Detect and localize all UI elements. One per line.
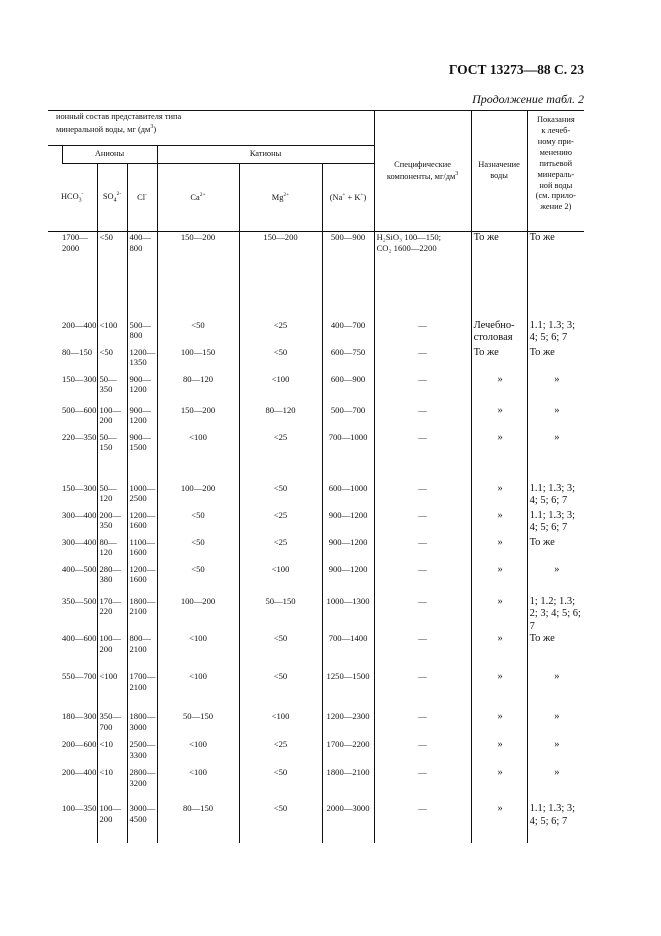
ca-cell: 50—150 [157, 711, 239, 739]
table-row [48, 739, 584, 767]
ca-cell: <100 [157, 739, 239, 767]
specific-line: — [418, 739, 427, 750]
ca-cell: <100 [157, 767, 239, 803]
cl-cell: 2800—3200 [127, 767, 157, 803]
hco3-cell: 500—600 [48, 405, 97, 432]
mineral-water-table [48, 110, 584, 843]
indications-cell: » [527, 711, 584, 739]
ca-cell: 80—120 [157, 374, 239, 405]
specific-line: — [418, 711, 427, 722]
specific-components-cell [374, 483, 471, 510]
hco3-cell: 80—150 [48, 347, 97, 374]
so4-cell: 50—120 [97, 483, 127, 510]
cl-cell: 400—800 [127, 232, 157, 320]
so4-cell: 100—200 [97, 633, 127, 671]
purpose-cell: То же [471, 232, 527, 320]
table-row [48, 347, 584, 374]
indications-cell: » [527, 767, 584, 803]
so4-cell: 80—120 [97, 537, 127, 564]
specific-line: — [418, 536, 427, 547]
cl-cell: 1700—2100 [127, 671, 157, 711]
table-row [48, 803, 584, 843]
specific-line: — [418, 671, 427, 682]
mg-cell: 50—150 [239, 596, 322, 634]
specific-line: — [418, 509, 427, 520]
ca-cell: <50 [157, 320, 239, 347]
indications-cell: » [527, 405, 584, 432]
ca-cell: <50 [157, 537, 239, 564]
table-row [48, 405, 584, 432]
specific-components-cell [374, 803, 471, 843]
na-k-cell: 900—1200 [322, 510, 374, 537]
specific-line: — [418, 346, 427, 357]
specific-line: — [418, 482, 427, 493]
so4-cell: <100 [97, 671, 127, 711]
indications-cell: » [527, 564, 584, 596]
specific-components-cell [374, 671, 471, 711]
na-k-cell: 400—700 [322, 320, 374, 347]
hco3-cell: 180—300 [48, 711, 97, 739]
hco3-cell: 300—400 [48, 537, 97, 564]
purpose-cell: » [471, 671, 527, 711]
specific-line: — [418, 595, 427, 606]
so4-cell: 200—350 [97, 510, 127, 537]
specific-components-cell [374, 232, 471, 320]
hco3-cell: 200—400 [48, 767, 97, 803]
table-row [48, 564, 584, 596]
mg-cell: <50 [239, 633, 322, 671]
purpose-cell: » [471, 767, 527, 803]
na-k-cell: 1250—1500 [322, 671, 374, 711]
specific-components-cell [374, 374, 471, 405]
purpose-cell: » [471, 483, 527, 510]
ca-cell: <50 [157, 564, 239, 596]
water-purpose-header: Назначение воды [471, 111, 527, 232]
mg-cell: <50 [239, 347, 322, 374]
mg-cell: <50 [239, 483, 322, 510]
indications-cell: » [527, 432, 584, 483]
so4-cell: <10 [97, 767, 127, 803]
purpose-cell: » [471, 596, 527, 634]
mg-header: $Mg^{2+}$ [239, 164, 322, 232]
indications-cell: » [527, 739, 584, 767]
indications-cell: То же [527, 633, 584, 671]
specific-line: — [418, 633, 427, 644]
na-k-cell: 1700—2200 [322, 739, 374, 767]
specific-line: — [418, 404, 427, 415]
na-k-header: (Na+ + K+) [322, 164, 374, 232]
anions-header: Анионы [62, 146, 157, 164]
so4-cell: <50 [97, 232, 127, 320]
purpose-cell: То же [471, 347, 527, 374]
purpose-cell: » [471, 564, 527, 596]
specific-components-cell [374, 711, 471, 739]
na-k-cell: 600—900 [322, 374, 374, 405]
purpose-cell: » [471, 739, 527, 767]
ca-cell: <100 [157, 432, 239, 483]
na-k-cell: 700—1400 [322, 633, 374, 671]
purpose-cell: » [471, 537, 527, 564]
na-k-cell: 1000—1300 [322, 596, 374, 634]
cl-cell: 900—1200 [127, 405, 157, 432]
ca-cell: <100 [157, 633, 239, 671]
indications-cell: 1.1; 1.3; 3; 4; 5; 6; 7 [527, 803, 584, 843]
purpose-cell: » [471, 510, 527, 537]
indications-cell: То же [527, 347, 584, 374]
indications-cell: 1.1; 1.3; 3; 4; 5; 6; 7 [527, 483, 584, 510]
mg-cell: <100 [239, 374, 322, 405]
cl-cell: 1100—1600 [127, 537, 157, 564]
ca-cell: 100—200 [157, 596, 239, 634]
specific-components-cell [374, 596, 471, 634]
purpose-cell: » [471, 432, 527, 483]
specific-components-cell [374, 432, 471, 483]
na-k-cell: 2000—3000 [322, 803, 374, 843]
indications-cell: » [527, 374, 584, 405]
specific-components-cell [374, 320, 471, 347]
table-row [48, 320, 584, 347]
hco3-cell: 1700—2000 [48, 232, 97, 320]
cations-header: Катионы [157, 146, 374, 164]
so4-cell: 100—200 [97, 803, 127, 843]
mg-cell: 80—120 [239, 405, 322, 432]
cl-cell: 1800—2100 [127, 596, 157, 634]
mg-cell: <50 [239, 803, 322, 843]
specific-components-cell [374, 767, 471, 803]
ca-cell: <100 [157, 671, 239, 711]
na-k-cell: 1800—2100 [322, 767, 374, 803]
specific-components-cell [374, 564, 471, 596]
cl-cell: 500—800 [127, 320, 157, 347]
purpose-cell: » [471, 711, 527, 739]
cl-cell: 1000—2500 [127, 483, 157, 510]
purpose-cell: Лечебно-столовая [471, 320, 527, 347]
hco3-header: $HCO_3^-$ [48, 164, 97, 232]
indications-cell: 1; 1.2; 1.3; 2; 3; 4; 5; 6; 7 [527, 596, 584, 634]
na-k-cell: 600—1000 [322, 483, 374, 510]
mg-cell: <25 [239, 510, 322, 537]
table-row [48, 374, 584, 405]
cl-cell: 1800—3000 [127, 711, 157, 739]
indications-header: Показания к лечеб- ному при- менению питьевой минераль- ной воды (см. прило- жение 2) [527, 111, 584, 232]
indications-cell: 1.1; 1.3; 3; 4; 5; 6; 7 [527, 510, 584, 537]
hco3-cell: 300—400 [48, 510, 97, 537]
hco3-cell: 400—600 [48, 633, 97, 671]
hco3-cell: 200—600 [48, 739, 97, 767]
so4-cell: <50 [97, 347, 127, 374]
specific-components-cell [374, 537, 471, 564]
mg-cell: 150—200 [239, 232, 322, 320]
na-k-cell: 500—700 [322, 405, 374, 432]
table-row [48, 671, 584, 711]
table-row [48, 711, 584, 739]
so4-header: $SO_4^{2-}$ [97, 164, 127, 232]
purpose-cell: » [471, 374, 527, 405]
specific-line: — [418, 767, 427, 778]
hco3-cell: 350—500 [48, 596, 97, 634]
na-k-cell: 900—1200 [322, 537, 374, 564]
page-header: ГОСТ 13273—88 С. 23 [448, 62, 584, 77]
table-row [48, 432, 584, 483]
so4-cell: <10 [97, 739, 127, 767]
na-k-cell: 1200—2300 [322, 711, 374, 739]
table-row [48, 596, 584, 634]
specific-components-cell [374, 405, 471, 432]
specific-line: — [418, 431, 427, 442]
table-row [48, 483, 584, 510]
mg-cell: <100 [239, 564, 322, 596]
mg-cell: <100 [239, 711, 322, 739]
hco3-cell: 150—300 [48, 374, 97, 405]
purpose-cell: » [471, 405, 527, 432]
hco3-cell: 100—350 [48, 803, 97, 843]
hco3-cell: 150—300 [48, 483, 97, 510]
specific-line: — [418, 373, 427, 384]
ca-cell: <50 [157, 510, 239, 537]
specific-components-cell [374, 510, 471, 537]
mg-cell: <25 [239, 537, 322, 564]
specific-components-header: Специфические компоненты, $мг/дм^3$ [374, 111, 471, 232]
cl-cell: 1200—1600 [127, 510, 157, 537]
indications-cell: 1.1; 1.3; 3; 4; 5; 6; 7 [527, 320, 584, 347]
ca-cell: 100—200 [157, 483, 239, 510]
purpose-cell: » [471, 803, 527, 843]
na-k-cell: 700—1000 [322, 432, 374, 483]
cl-cell: 900—1500 [127, 432, 157, 483]
cl-cell: 800—2100 [127, 633, 157, 671]
table-row [48, 633, 584, 671]
cl-cell: 1200—1600 [127, 564, 157, 596]
ion-composition-header: ионный состав представителя типа минеральной воды, мг $(дм^3)$ [48, 111, 374, 146]
so4-cell: 50—350 [97, 374, 127, 405]
hco3-cell: 550—700 [48, 671, 97, 711]
cl-header: Cl- [127, 164, 157, 232]
mg-cell: <25 [239, 320, 322, 347]
so4-cell: 100—200 [97, 405, 127, 432]
mg-cell: <25 [239, 739, 322, 767]
table-row [48, 232, 584, 320]
table-row [48, 767, 584, 803]
purpose-cell: » [471, 633, 527, 671]
mg-cell: <50 [239, 671, 322, 711]
cl-cell: 900—1200 [127, 374, 157, 405]
cl-cell: 2500—3300 [127, 739, 157, 767]
mg-cell: <50 [239, 767, 322, 803]
so4-cell: <100 [97, 320, 127, 347]
so4-cell: 50—150 [97, 432, 127, 483]
specific-components-cell [374, 633, 471, 671]
ca-cell: 80—150 [157, 803, 239, 843]
na-k-cell: 900—1200 [322, 564, 374, 596]
na-k-cell: 500—900 [322, 232, 374, 320]
table-continuation-label: Продолжение табл. 2 [472, 92, 584, 106]
na-k-cell: 600—750 [322, 347, 374, 374]
specific-line: H₂SiO₃ 100—150; [376, 232, 442, 242]
specific-line: CO₂ 1600—2200 [376, 242, 437, 253]
table-row [48, 510, 584, 537]
table-row [48, 537, 584, 564]
hco3-cell: 400—500 [48, 564, 97, 596]
hco3-cell: 220—350 [48, 432, 97, 483]
indications-cell: » [527, 671, 584, 711]
specific-line: — [418, 563, 427, 574]
so4-cell: 350—700 [97, 711, 127, 739]
mg-cell: <25 [239, 432, 322, 483]
cl-cell: 1200—1350 [127, 347, 157, 374]
ca-cell: 150—200 [157, 405, 239, 432]
specific-components-cell [374, 347, 471, 374]
ca-cell: 150—200 [157, 232, 239, 320]
so4-cell: 280—380 [97, 564, 127, 596]
specific-line: — [418, 803, 427, 814]
indications-cell: То же [527, 232, 584, 320]
indications-cell: То же [527, 537, 584, 564]
cl-cell: 3000—4500 [127, 803, 157, 843]
hco3-cell: 200—400 [48, 320, 97, 347]
ca-cell: 100—150 [157, 347, 239, 374]
specific-line: — [418, 319, 427, 330]
ca-header: $Ca^{2+}$ [157, 164, 239, 232]
specific-components-cell [374, 739, 471, 767]
so4-cell: 170—220 [97, 596, 127, 634]
